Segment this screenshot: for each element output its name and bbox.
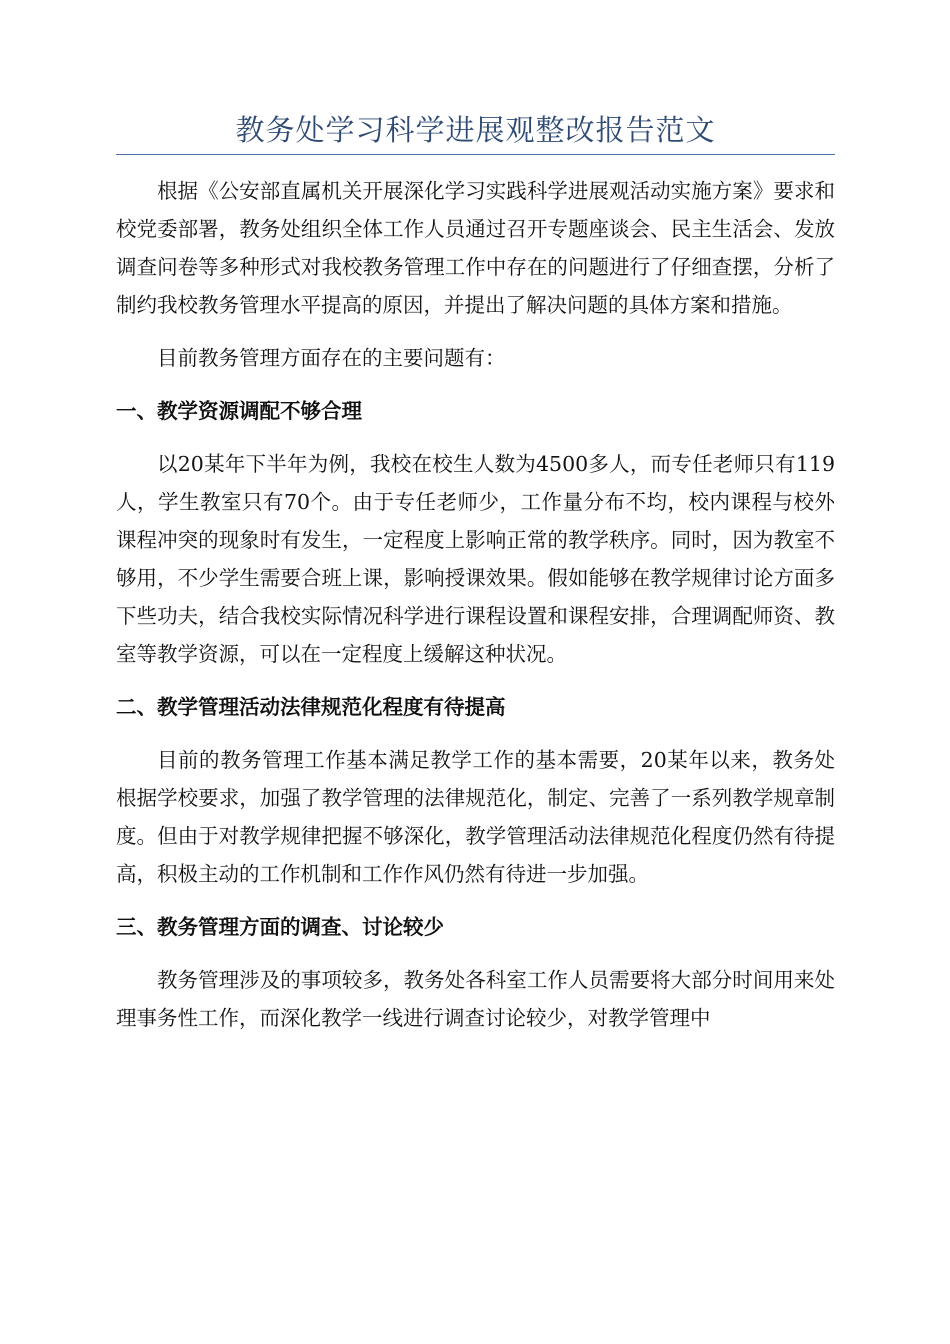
section-heading-1: 一、教学资源调配不够合理 [116, 399, 362, 423]
paragraph-intro: 根据《公安部直属机关开展深化学习实践科学进展观活动实施方案》要求和校党委部署，教务处组织全体工作人员通过召开专题座谈会、民主生活会、发放调查问卷等多种形式对我校教务管理工作中存在的问题进行了仔细查摆，分析了制约我校教务管理水平提高的原因，并提出了解决问题的具体方案和措施。 [116, 179, 835, 317]
paragraph-section-1: 以20某年下半年为例，我校在校生人数为4500多人，而专任老师只有119人，学生教室只有70个。由于专任老师少，工作量分布不均，校内课程与校外课程冲突的现象时有发生，一定程度上影响正常的教学秩序。同时，因为教室不够用，不少学生需要合班上课，影响授课效果。假如能够在教学规律讨论方面多下些功夫，结合我校实际情况科学进行课程设置和课程安排，合理调配师资、教室等教学资源，可以在一定程度上缓解这种状况。 [116, 452, 835, 666]
paragraph-section-2: 目前的教务管理工作基本满足教学工作的基本需要，20某年以来，教务处根据学校要求，加强了教学管理的法律规范化，制定、完善了一系列教学规章制度。但由于对教学规律把握不够深化，教学管理活动法律规范化程度仍然有待提高，积极主动的工作机制和工作作风仍然有待进一步加强。 [116, 748, 835, 886]
document-title: 教务处学习科学进展观整改报告范文 [235, 113, 716, 147]
document-body [116, 172, 835, 1052]
paragraph-main-problems: 目前教务管理方面存在的主要问题有： [157, 346, 506, 370]
section-heading-2: 二、教学管理活动法律规范化程度有待提高 [116, 695, 506, 719]
title-underline [116, 154, 835, 155]
section-heading-3: 三、教务管理方面的调查、讨论较少 [116, 915, 444, 939]
paragraph-section-3: 教务管理涉及的事项较多，教务处各科室工作人员需要将大部分时间用来处理事务性工作，而深化教学一线进行调查讨论较少，对教学管理中 [116, 968, 835, 1030]
